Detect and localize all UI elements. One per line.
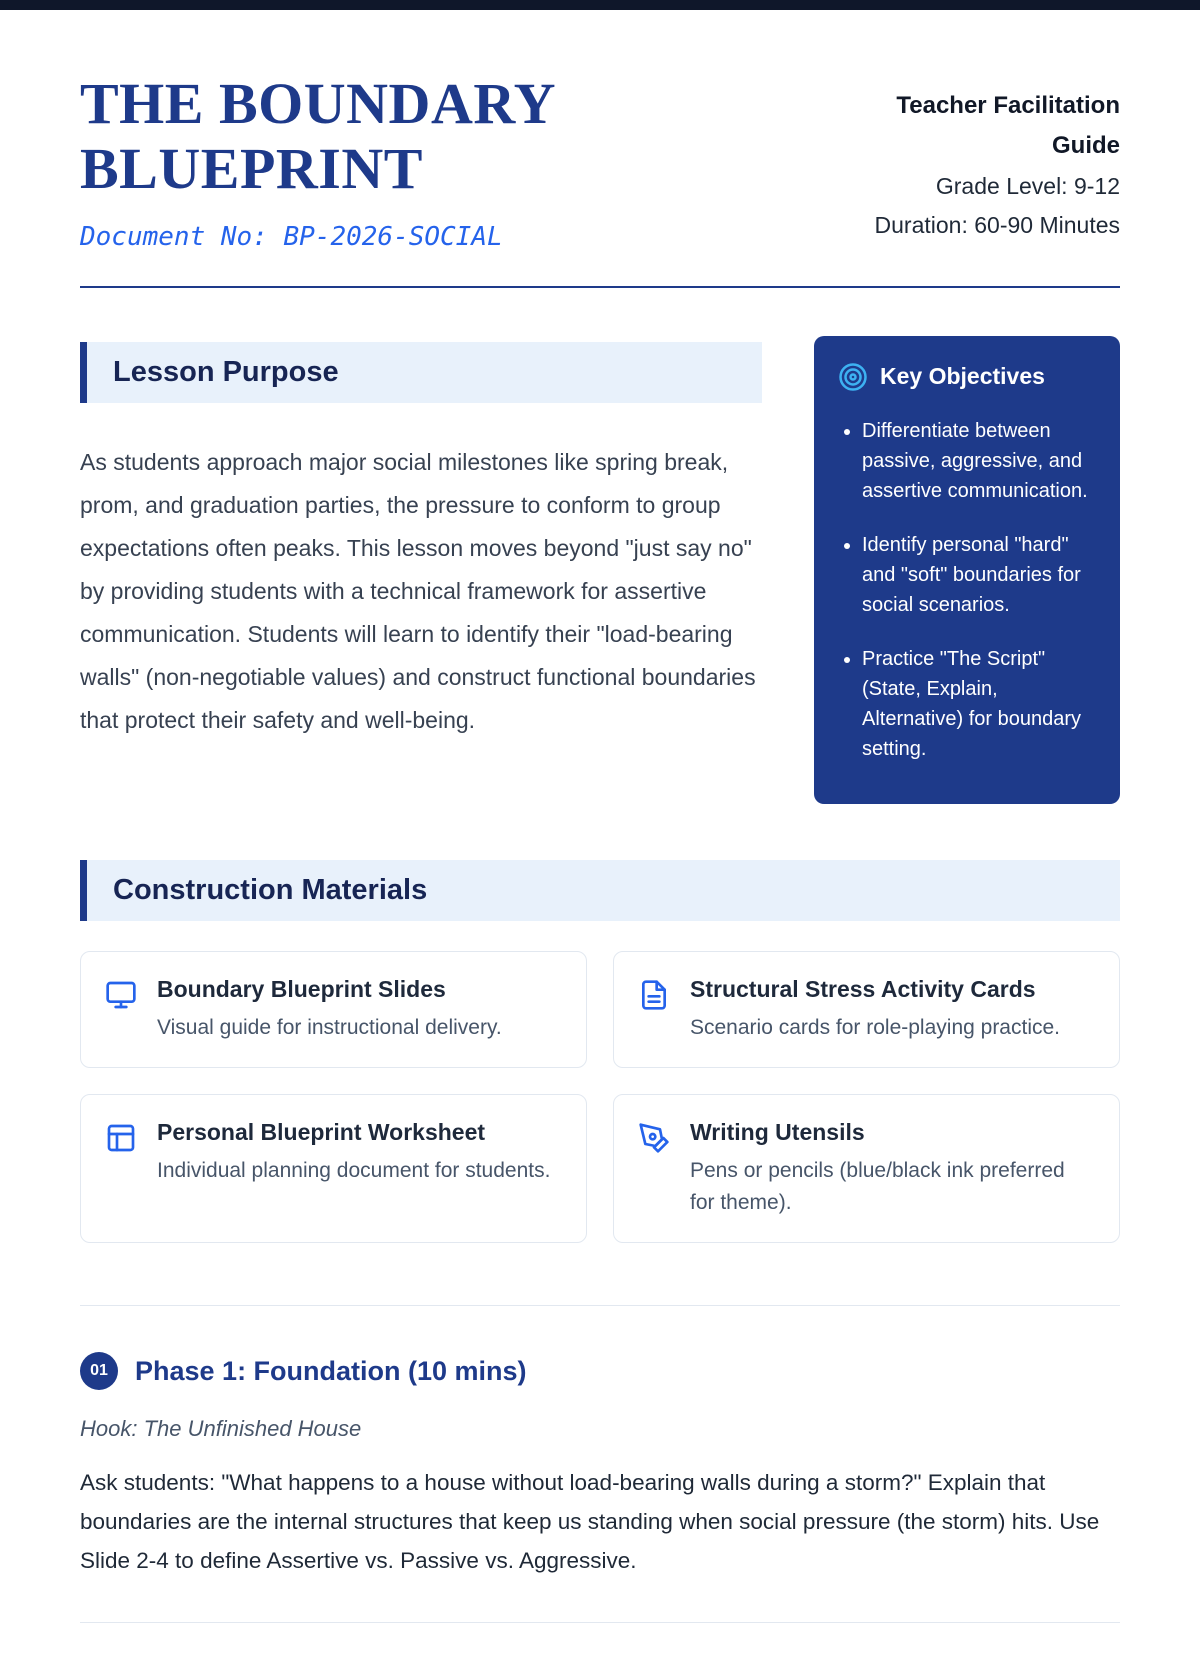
monitor-icon [105, 979, 137, 1011]
bottom-divider [80, 1622, 1120, 1623]
phase-1-section [80, 1352, 1120, 1580]
materials-grid [80, 951, 1120, 1244]
phase-1-subtitle: Hook: The Unfinished House [80, 1416, 362, 1442]
objective-item: • Practice "The Script" (State, Explain, Alternative) for boundary setting. [862, 644, 1096, 764]
material-description: Individual planning document for students. [157, 1159, 551, 1183]
construction-materials-heading: Construction Materials [80, 860, 1120, 921]
header-meta [830, 72, 1120, 252]
phase-1-header [80, 1352, 1120, 1390]
material-card-writing-utensils [613, 1094, 1120, 1243]
document-page [0, 72, 1200, 1653]
lesson-purpose-section [80, 342, 1120, 804]
key-objectives-header [838, 362, 1096, 392]
key-objectives-list [838, 416, 1096, 764]
material-card-activity-cards [613, 951, 1120, 1069]
material-title: Personal Blueprint Worksheet [157, 1119, 486, 1146]
material-title: Writing Utensils [690, 1119, 865, 1146]
material-card-slides [80, 951, 587, 1069]
lesson-purpose-heading: Lesson Purpose [80, 342, 762, 403]
duration: Duration: 60-90 Minutes [874, 212, 1120, 239]
material-card-text [690, 976, 1060, 1044]
lesson-purpose-column [80, 342, 762, 742]
document-title-line: THE BOUNDARY [80, 71, 557, 136]
material-card-text [690, 1119, 1095, 1218]
key-objectives-title: Key Objectives [880, 363, 1045, 390]
file-text-icon [638, 979, 670, 1011]
header-divider [80, 286, 1120, 288]
objective-item: • Differentiate between passive, aggressive, and assertive communication. [862, 416, 1096, 506]
document-header [80, 72, 1120, 252]
document-title [80, 72, 556, 202]
material-title: Boundary Blueprint Slides [157, 975, 446, 1002]
lesson-purpose-body: As students approach major social milestones like spring break, prom, and graduation parties, the pressure to conform to group expectations often peaks. This lesson moves beyond "just say no" by providing students with a technical framework for assertive communication. Students will learn to identify their "load-bearing walls" (non-negotiable values) and construct functional boundaries that protect their safety and well-being. [80, 448, 756, 733]
material-description: Pens or pencils (blue/black ink preferred for theme). [690, 1159, 1065, 1214]
grade-level: Grade Level: 9-12 [935, 173, 1120, 200]
target-icon [838, 362, 868, 392]
material-description: Scenario cards for role-playing practice. [690, 1015, 1061, 1039]
guide-type-label: Teacher Facilitation Guide [896, 92, 1120, 159]
key-objectives-card [814, 336, 1120, 804]
material-card-text [157, 976, 502, 1044]
document-title-line: BLUEPRINT [80, 135, 423, 201]
pen-tool-icon [638, 1122, 670, 1154]
material-card-worksheet [80, 1094, 587, 1243]
material-card-text [157, 1119, 550, 1218]
phase-1-body: Ask students: "What happens to a house without load-bearing walls during a storm?" Explain that boundaries are the internal structures that keep us standing when social pressure (the storm) hits. Use Slide 2-4 to define Assertive vs. Passive vs. Aggressive. [80, 1470, 1100, 1573]
objective-item: • Identify personal "hard" and "soft" boundaries for social scenarios. [862, 530, 1096, 620]
phase-number-badge: 01 [80, 1352, 118, 1390]
construction-materials-section [80, 860, 1120, 1244]
layout-icon [105, 1122, 137, 1154]
top-accent-bar [0, 0, 1200, 10]
section-divider [80, 1305, 1120, 1306]
header-left [80, 72, 556, 252]
material-description: Visual guide for instructional delivery. [157, 1015, 502, 1039]
phase-1-title: Phase 1: Foundation (10 mins) [135, 1355, 527, 1386]
document-number: Document No: BP-2026-SOCIAL [80, 221, 503, 252]
material-title: Structural Stress Activity Cards [690, 975, 1036, 1002]
